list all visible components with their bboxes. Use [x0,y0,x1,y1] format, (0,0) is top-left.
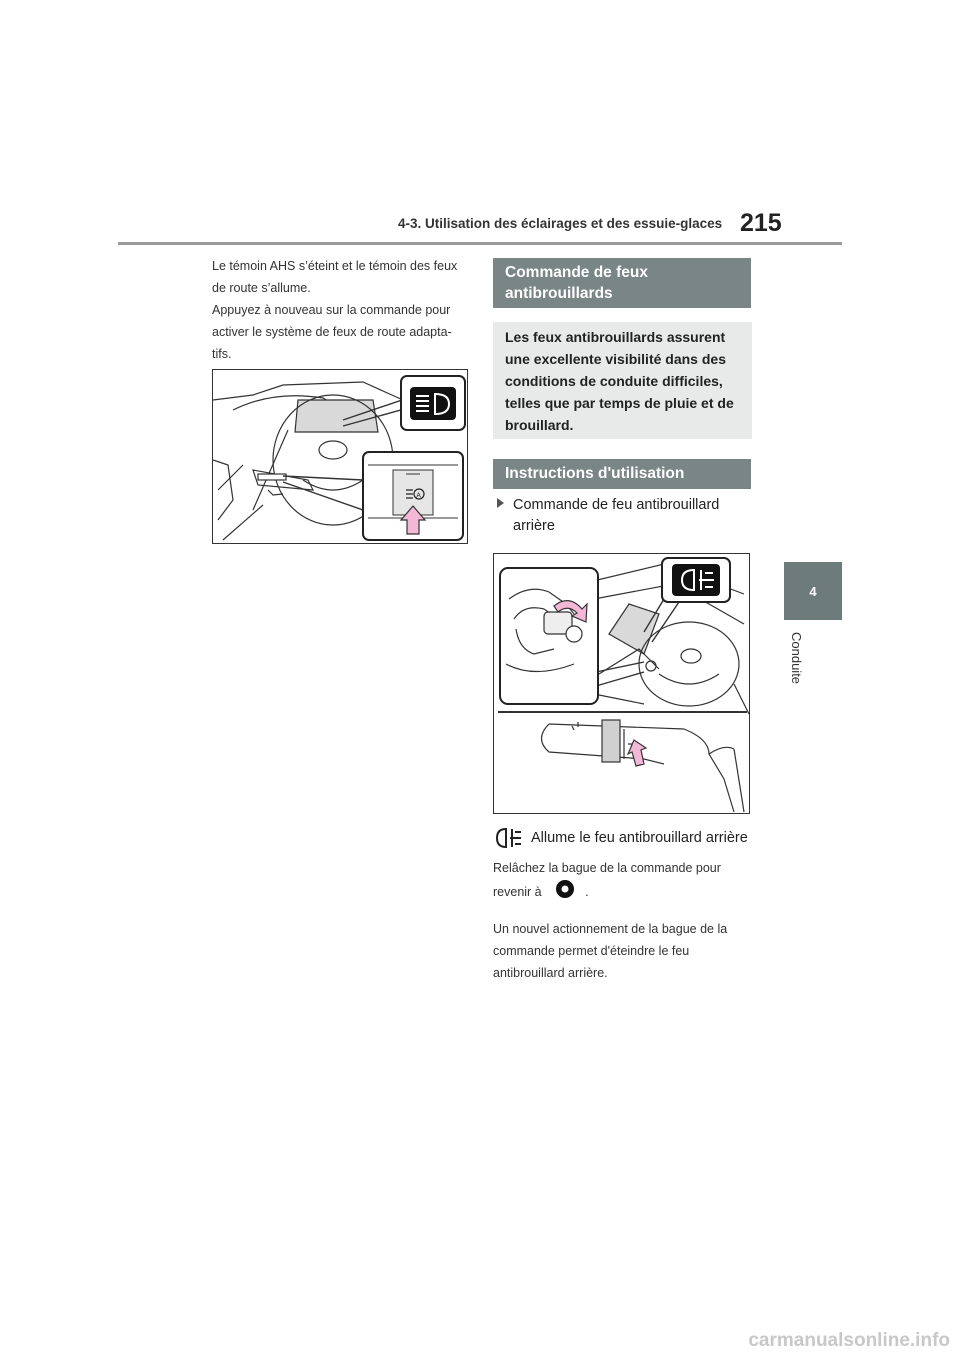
fog-switch-drawing [494,554,750,814]
header-rule [118,242,842,245]
rear-fog-light-icon [672,564,720,596]
rear-fog-light-icon [495,826,523,850]
section-title-instructions: Instructions d'utilisation [493,459,751,489]
page-number: 215 [740,209,782,237]
paragraph-ahs-reactivate: Appuyez à nouveau sur la commande pour activer le système de feux de route adapta-tifs. [212,303,452,361]
section-header-title: 4-3. Utilisation des éclairages et des essuie-glaces [398,216,723,231]
caption-rear-fog [495,826,748,850]
bullet-line-1: Commande de feu antibrouillard [513,497,720,513]
bullet-rear-fog-switch [497,495,747,537]
fog-light-switch-illustration [493,553,750,814]
intro-box: Les feux antibrouillards assurent une excellente visibilité dans des conditions de conduite difficiles, telles que par temps de pluie et de brouillard. [493,322,752,439]
section-title-fog-lights: Commande de feux antibrouillards [493,258,751,308]
chapter-label-text: Conduite [789,632,804,685]
bullet-line-2: arrière [513,518,555,534]
chapter-tab-label [786,632,806,712]
paragraph-ahs-off: Le témoin AHS s’éteint et le témoin des feux de route s’allume. [212,259,458,295]
chapter-tab: 4 [784,562,842,620]
paragraph-3-text: Relâchez la bague de la commande pour revenir à [493,861,721,899]
paragraph-3-end: . [585,884,589,899]
svg-text:A: A [416,492,421,500]
watermark: carmanualsonline.info [748,1330,950,1351]
paragraph-release-ring [493,857,752,906]
off-position-icon [555,879,575,906]
dashboard-ahs-illustration [212,369,468,544]
caption-text: Allume le feu antibrouillard arrière [531,830,748,846]
paragraph-turn-off: Un nouvel actionnement de la bague de la commande permet d'éteindre le feu antibrouillard arrière. [493,922,728,980]
dashboard-drawing [213,370,468,544]
bullet-arrow-icon [497,498,504,508]
high-beam-indicator-icon [410,387,456,420]
